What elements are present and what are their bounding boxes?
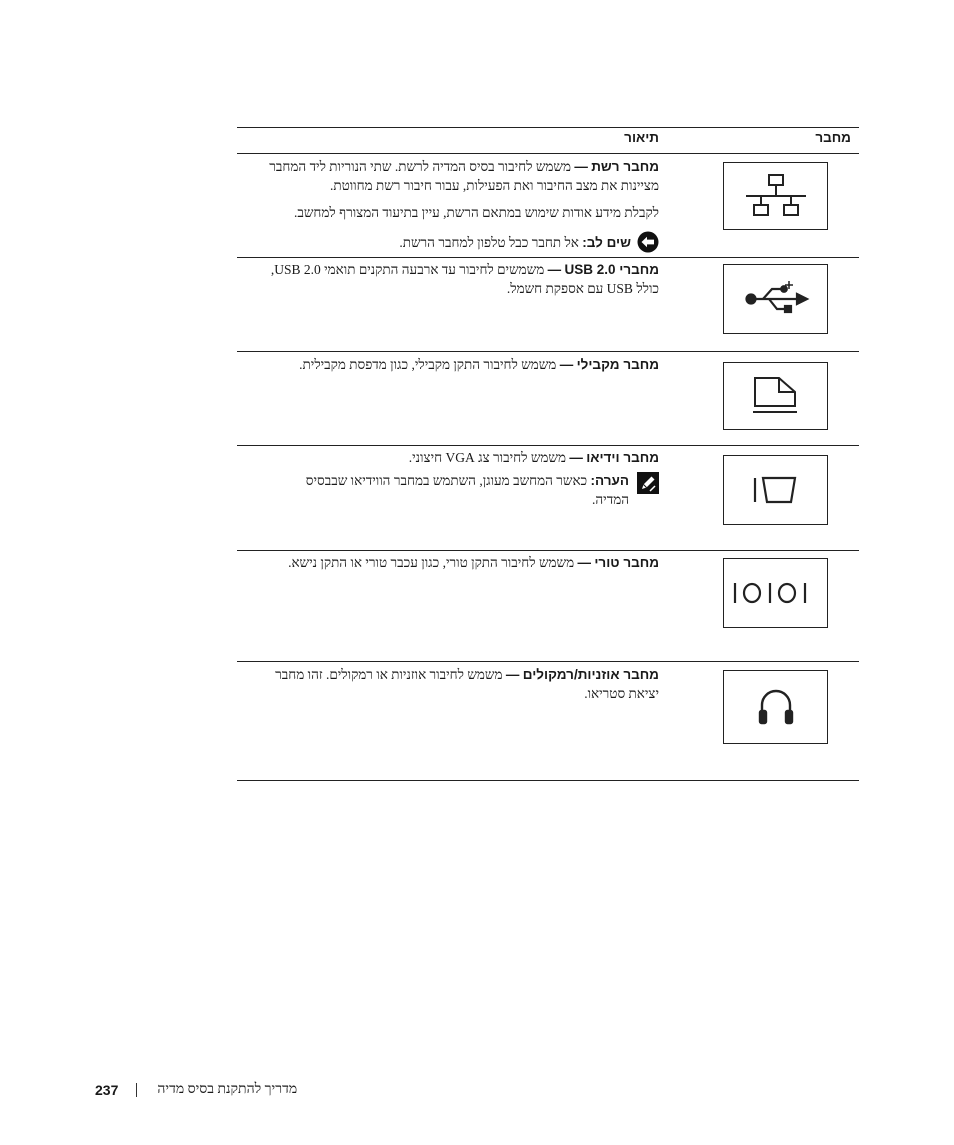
row-text: משמש לחיבור אוזניות או רמקולים. זהו מחבר יציאת סטריאו. (275, 667, 659, 701)
table-bottom-rule (237, 780, 859, 781)
parallel-port-icon (751, 374, 801, 418)
note-callout (259, 471, 659, 509)
row-dash: — (574, 159, 588, 174)
tip-callout (259, 231, 659, 253)
row-dash: — (547, 262, 562, 277)
tip-label: שים לב: (582, 234, 631, 250)
table-row (237, 257, 859, 351)
table-row (237, 661, 859, 780)
row-title: מחבר וידיאו (586, 450, 659, 465)
row-title: מחבר מקבילי (576, 357, 659, 372)
headphone-icon (754, 685, 798, 729)
connector-icon-box (723, 670, 828, 744)
row-dash: — (569, 450, 583, 465)
row-text: משמש לחיבור בסיס המדיה לרשת. שתי הנוריות ליד המחבר מציינות את מצב החיבור ואת הפעילות, עבור חיבור רשת מחווטת. (269, 159, 659, 193)
row-title: מחבר טורי (594, 555, 659, 570)
page-number: 237 (95, 1082, 119, 1098)
row-description (259, 448, 659, 509)
row-dash: — (559, 357, 574, 372)
connector-icon-box (723, 264, 828, 334)
notice-arrow-icon (637, 231, 659, 253)
row-text: משמשים לחיבור עד ארבעה התקנים תואמי USB 2.0, כולל USB עם אספקת חשמל. (270, 262, 659, 296)
connector-icon-box (723, 455, 828, 525)
connector-icon-box (723, 558, 828, 628)
page-footer (95, 1080, 297, 1100)
row-description (259, 665, 659, 703)
header-description: תיאור (624, 130, 659, 145)
video-port-icon (751, 475, 801, 505)
serial-port-icon (731, 580, 821, 606)
connector-icon-box (723, 162, 828, 230)
note-pencil-icon (637, 472, 659, 494)
network-icon (744, 172, 808, 220)
row-text-secondary: לקבלת מידע אודות שימוש במתאם הרשת, עיין בתיעוד המצורף למחשב. (293, 205, 659, 220)
table-top-rule (237, 127, 859, 128)
header-connector: מחבר (815, 130, 851, 145)
row-dash: — (505, 667, 520, 682)
row-dash: — (577, 555, 591, 570)
table-row (237, 445, 859, 550)
row-description (259, 553, 659, 572)
row-text: משמש לחיבור התקן מקבילי, כגון מדפסת מקבילית. (299, 357, 557, 372)
tip-text: אל תחבר כבל טלפון למחבר הרשת. (399, 234, 579, 250)
row-title: מחבר רשת (591, 159, 659, 174)
row-title: מחבר אוזניות/רמקולים (522, 667, 659, 682)
connector-icon-box (723, 362, 828, 430)
usb-icon (741, 279, 811, 319)
row-description (259, 260, 659, 298)
note-text: כאשר המחשב מעוגן, השתמש במחבר הווידיאו שבבסיס המדיה. (305, 473, 629, 507)
row-text: משמש לחיבור התקן טורי, כגון עכבר טורי או התקן נישא. (288, 555, 575, 570)
table-row (237, 351, 859, 445)
table-row (237, 550, 859, 661)
row-text: משמש לחיבור צג VGA חיצוני. (408, 450, 566, 465)
row-description (259, 355, 659, 374)
footer-separator (136, 1083, 137, 1097)
row-title: מחברי USB 2.0 (564, 262, 659, 277)
table-row (237, 153, 859, 257)
note-label: הערה: (590, 473, 629, 488)
row-description (259, 157, 659, 253)
footer-title: מדריך להתקנת בסיס מדיה (157, 1082, 298, 1097)
